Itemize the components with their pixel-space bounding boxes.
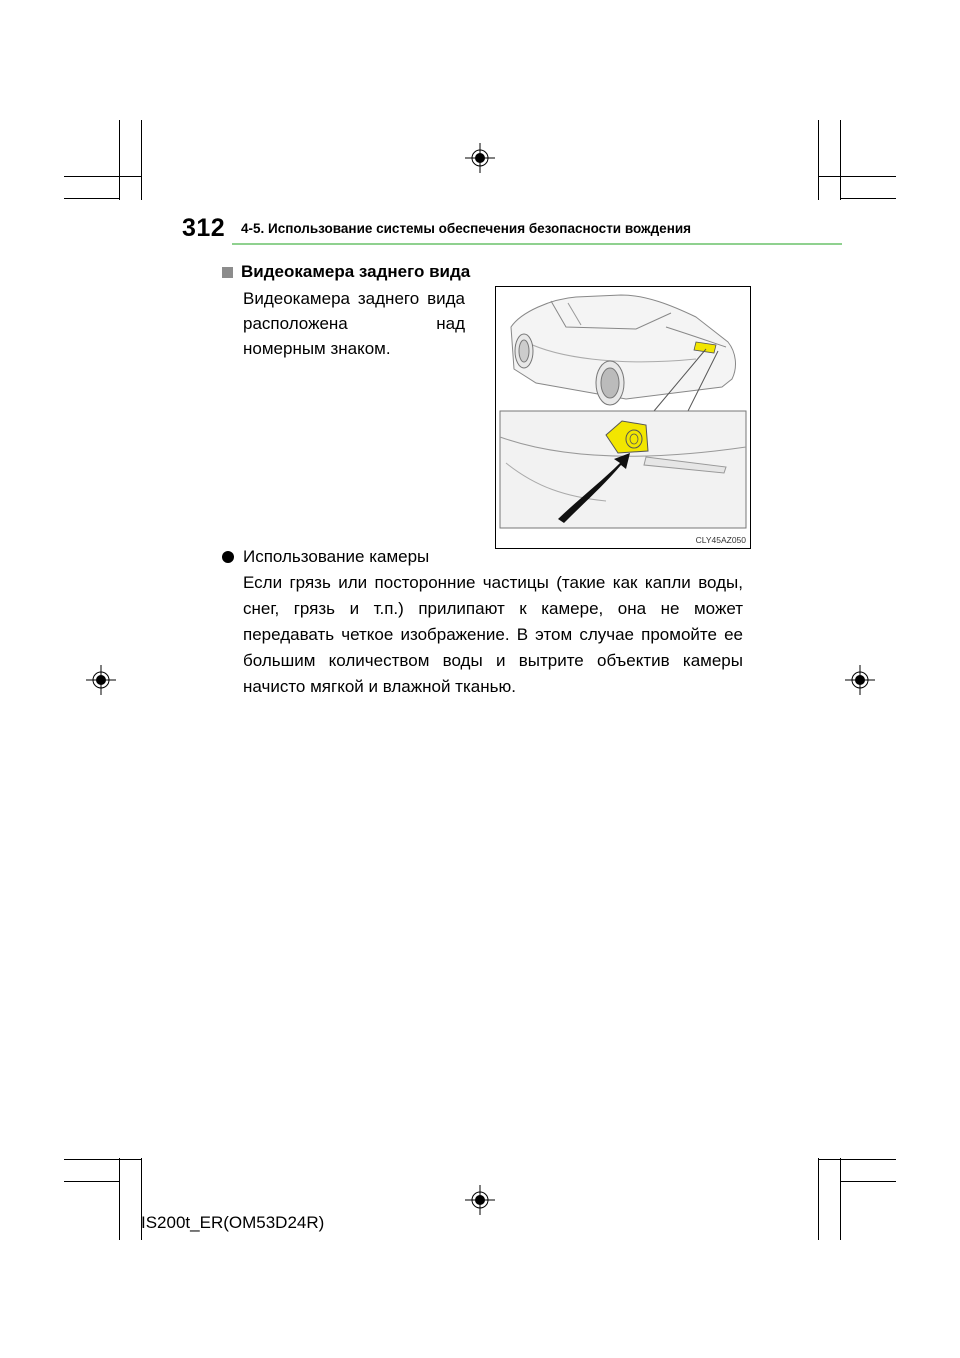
note-paragraph: Если грязь или посторонние частицы (такие как капли воды, снег, грязь и т.п.) прилипают к камере, она не может передавать четкое изображение. В этом случае промойте ее большим количеством воды и вытрите объектив камеры начисто мягкой и влажной тканью. <box>243 573 743 696</box>
car-rear-illustration-icon <box>496 287 750 548</box>
crop-mark <box>818 176 896 177</box>
registration-mark-icon <box>845 665 875 695</box>
note-heading <box>222 547 429 567</box>
section-title: 4-5. Использование системы обеспечения безопасности вождения <box>241 221 692 236</box>
crop-mark <box>818 1159 896 1160</box>
crop-mark <box>64 176 141 177</box>
crop-mark <box>840 1181 896 1182</box>
registration-mark-icon <box>465 1185 495 1215</box>
rear-camera-figure <box>495 286 751 549</box>
figure-code: CLY45AZ050 <box>695 535 746 545</box>
registration-mark-icon <box>465 143 495 173</box>
page-number: 312 <box>182 214 226 242</box>
crop-mark <box>840 1158 841 1240</box>
crop-mark <box>64 198 120 199</box>
crop-mark <box>141 120 142 200</box>
model-code: IS200t_ER(OM53D24R) <box>141 1213 325 1232</box>
crop-mark <box>818 120 819 200</box>
circle-bullet-icon <box>222 551 234 563</box>
crop-mark <box>840 198 896 199</box>
crop-mark <box>119 1158 120 1240</box>
subsection-title: Видеокамера заднего вида <box>241 262 471 281</box>
note-title: Использование камеры <box>243 547 430 566</box>
crop-mark <box>840 120 841 200</box>
crop-mark <box>119 120 120 200</box>
subsection-heading <box>222 262 470 282</box>
registration-mark-icon <box>86 665 116 695</box>
crop-mark <box>818 1158 819 1240</box>
intro-paragraph: Видеокамера заднего вида расположена над номерным знаком. <box>243 289 465 358</box>
square-bullet-icon <box>222 267 233 278</box>
crop-mark <box>64 1159 141 1160</box>
crop-mark <box>64 1181 120 1182</box>
header-divider <box>232 243 842 245</box>
